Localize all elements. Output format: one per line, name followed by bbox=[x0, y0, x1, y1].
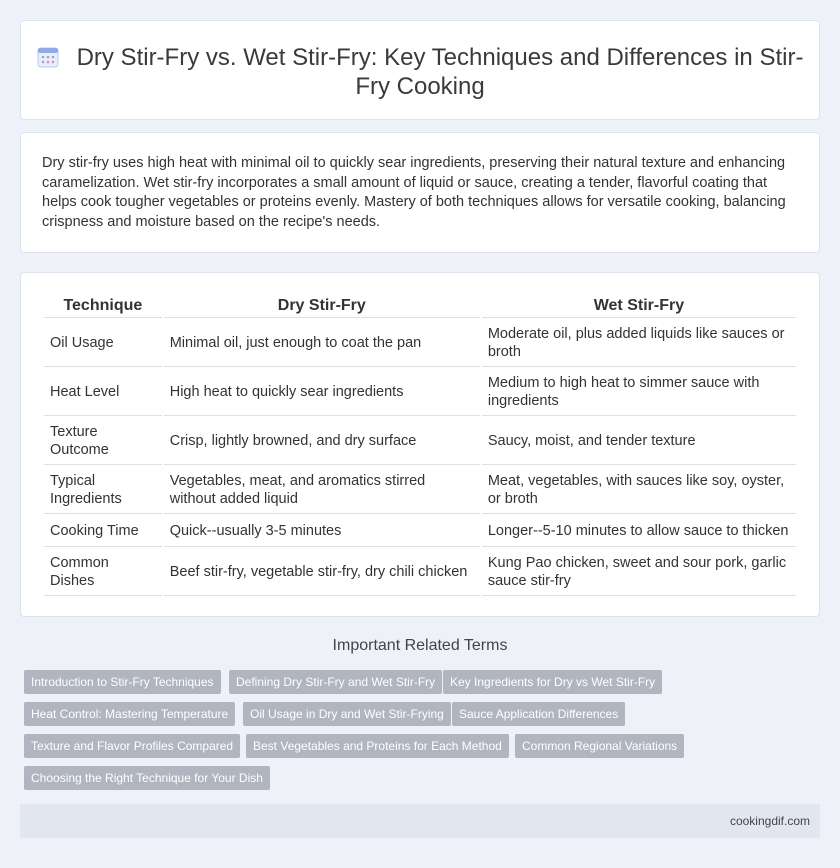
table-row bbox=[44, 369, 796, 416]
intro-card bbox=[20, 132, 820, 253]
table-cell: Beef stir-fry, vegetable stir-fry, dry chili chicken bbox=[164, 549, 480, 596]
table-cell: Vegetables, meat, and aromatics stirred without added liquid bbox=[164, 467, 480, 514]
column-header-dry: Dry Stir-Fry bbox=[164, 296, 480, 318]
column-header-wet: Wet Stir-Fry bbox=[482, 296, 796, 318]
table-cell: Medium to high heat to simmer sauce with ingredients bbox=[482, 369, 796, 416]
table-row bbox=[44, 516, 796, 547]
related-tag[interactable]: Best Vegetables and Proteins for Each Method bbox=[246, 734, 509, 758]
header-card bbox=[20, 20, 820, 120]
table-cell: Saucy, moist, and tender texture bbox=[482, 418, 796, 465]
related-tag[interactable]: Defining Dry Stir-Fry and Wet Stir-Fry bbox=[229, 670, 442, 694]
column-header-technique: Technique bbox=[44, 296, 162, 318]
table-cell: Minimal oil, just enough to coat the pan bbox=[164, 320, 480, 367]
table-cell: High heat to quickly sear ingredients bbox=[164, 369, 480, 416]
related-tag[interactable]: Heat Control: Mastering Temperature bbox=[24, 702, 235, 726]
table-row bbox=[44, 549, 796, 596]
related-tag[interactable]: Common Regional Variations bbox=[515, 734, 684, 758]
comparison-table bbox=[42, 294, 798, 598]
comparison-table-card bbox=[20, 272, 820, 617]
table-cell: Cooking Time bbox=[44, 516, 162, 547]
table-row bbox=[44, 418, 796, 465]
table-cell: Typical Ingredients bbox=[44, 467, 162, 514]
table-cell: Moderate oil, plus added liquids like sauces or broth bbox=[482, 320, 796, 367]
related-tag[interactable]: Choosing the Right Technique for Your Dish bbox=[24, 766, 270, 790]
table-cell: Texture Outcome bbox=[44, 418, 162, 465]
table-cell: Crisp, lightly browned, and dry surface bbox=[164, 418, 480, 465]
calendar-icon bbox=[37, 46, 59, 68]
table-cell: Oil Usage bbox=[44, 320, 162, 367]
related-tag[interactable]: Introduction to Stir-Fry Techniques bbox=[24, 670, 221, 694]
related-tag[interactable]: Sauce Application Differences bbox=[452, 702, 625, 726]
page-title-wrap bbox=[21, 43, 819, 101]
table-cell: Quick--usually 3-5 minutes bbox=[164, 516, 480, 547]
table-row bbox=[44, 320, 796, 367]
table-cell: Longer--5-10 minutes to allow sauce to thicken bbox=[482, 516, 796, 547]
intro-paragraph: Dry stir-fry uses high heat with minimal oil to quickly sear ingredients, preserving their natural texture and enhancing caramelization. Wet stir-fry incorporates a small amount of liquid or sauce, creating a tender, flavorful coating that helps cook tougher vegetables or proteins evenly. Mastery of both techniques allows for versatile cooking, balancing crispness and moisture based on the recipe's needs. bbox=[42, 155, 786, 230]
related-tag[interactable]: Key Ingredients for Dry vs Wet Stir-Fry bbox=[443, 670, 662, 694]
related-tag[interactable]: Oil Usage in Dry and Wet Stir-Frying bbox=[243, 702, 451, 726]
related-terms-heading: Important Related Terms bbox=[332, 637, 508, 654]
page-title: Dry Stir-Fry vs. Wet Stir-Fry: Key Techniques and Differences in Stir-Fry Cooking bbox=[76, 44, 804, 100]
footer-site-link[interactable]: cookingdif.com bbox=[729, 814, 810, 828]
table-header-row bbox=[44, 296, 796, 318]
table-cell: Common Dishes bbox=[44, 549, 162, 596]
table-row bbox=[44, 467, 796, 514]
footer bbox=[20, 804, 820, 838]
table-cell: Heat Level bbox=[44, 369, 162, 416]
table-cell: Meat, vegetables, with sauces like soy, oyster, or broth bbox=[482, 467, 796, 514]
table-cell: Kung Pao chicken, sweet and sour pork, garlic sauce stir-fry bbox=[482, 549, 796, 596]
related-tag[interactable]: Texture and Flavor Profiles Compared bbox=[24, 734, 240, 758]
